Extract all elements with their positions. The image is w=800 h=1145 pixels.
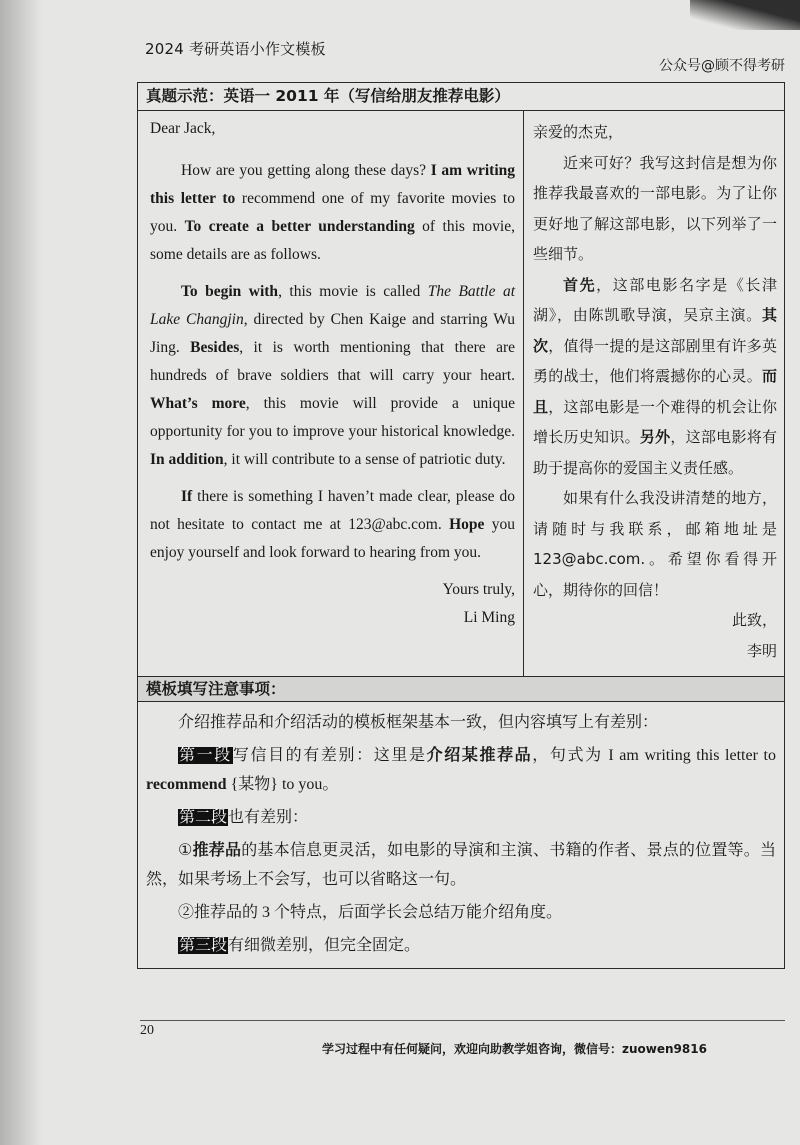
movie-title: The Battle at Lake Changjin xyxy=(150,283,516,328)
en-closing: Yours truly, xyxy=(442,581,515,598)
notes-point-1 xyxy=(146,836,776,894)
notes-paragraph-3 xyxy=(146,931,776,960)
zh-signature: 李明 xyxy=(746,641,777,660)
photo-shadow-left xyxy=(0,0,42,1145)
zh-text: ，这部电影名字是《长津湖》，由陈凯歌导演，吴京主演。 xyxy=(533,275,777,324)
notes-intro: 介绍推荐品和介绍活动的模板框架基本一致，但内容填写上有差别： xyxy=(178,714,659,731)
notes-body xyxy=(138,702,784,968)
notes-key-phrase: 介绍某推荐品 xyxy=(426,747,533,764)
zh-key-phrase: 而且 xyxy=(533,367,777,416)
footer-divider xyxy=(140,1020,785,1021)
en-text: there is something I haven’t made clear, please do not hesitate to contact me at 123@abc.com. xyxy=(150,488,515,533)
paragraph-label: 第三段 xyxy=(179,937,228,954)
header-title: 2024 考研英语小作文模板 xyxy=(145,40,326,58)
notes-text: ，句式为 I am writing this letter to xyxy=(532,747,776,764)
zh-paragraph-closing: 如果有什么我没讲清楚的地方，请随时与我联系，邮箱地址是123@abc.com.。希望你看得开心，期待你的回信！ xyxy=(533,489,777,599)
paragraph-label: 第二段 xyxy=(179,809,228,826)
en-text: of this movie, some details are as follows. xyxy=(150,218,515,263)
en-salutation: Dear Jack, xyxy=(150,120,216,137)
zh-text: ，值得一提的是这部剧里有许多英勇的战士，他们将震撼你的心灵。 xyxy=(533,336,777,385)
header-account: 公众号@顾不得考研 xyxy=(659,58,785,74)
english-letter xyxy=(138,111,524,676)
zh-paragraph-opening: 近来可好？我写这封信是想为你推荐我最喜欢的一部电影。为了让你更好地了解这部电影，以下列举了一些细节。 xyxy=(533,153,777,263)
en-key-phrase: Hope xyxy=(449,516,485,533)
en-key-phrase: If xyxy=(181,488,193,505)
template-box xyxy=(137,82,785,969)
en-text: you enjoy yourself and look forward to hearing from you. xyxy=(150,516,516,561)
notes-text: 有细微差别，但完全固定。 xyxy=(228,937,421,954)
notes-text: 的基本信息更灵活，如电影的导演和主演、书籍的作者、景点的位置等。当然，如果考场上不会写，也可以省略这一句。 xyxy=(146,842,776,888)
en-text: , it will contribute to a sense of patriotic duty. xyxy=(223,451,506,468)
notes-title: 模板填写注意事项： xyxy=(138,676,784,702)
en-text: How are you getting along these days? xyxy=(181,162,431,179)
en-key-phrase: To begin with xyxy=(181,283,279,300)
chinese-translation xyxy=(524,111,784,676)
en-text: , this movie is called xyxy=(278,283,428,300)
en-text: , this movie will provide a unique opportunity for you to improve your historical knowledge. xyxy=(150,395,515,440)
en-text: , directed by Chen Kaige and starring Wu Jing. xyxy=(150,311,515,356)
notes-text: 写信目的有差别：这里是 xyxy=(232,747,427,764)
zh-paragraph-body xyxy=(533,270,777,484)
zh-closing: 此致， xyxy=(731,611,777,629)
section-title: 真题示范：英语一 2011 年（写信给朋友推荐电影） xyxy=(138,83,784,111)
zh-key-phrase: 另外 xyxy=(639,428,671,446)
letter-columns xyxy=(138,111,784,676)
en-text: recommend one of my favorite movies to you. xyxy=(150,190,515,235)
en-key-phrase: To create a better understanding xyxy=(184,218,415,235)
notes-text: {某物} to you。 xyxy=(226,776,339,793)
notes-key-phrase: recommend xyxy=(146,776,227,793)
en-key-phrase: What’s more xyxy=(150,395,246,412)
zh-key-phrase: 其次 xyxy=(533,306,777,355)
en-paragraph-closing xyxy=(150,483,515,567)
notes-paragraph-2 xyxy=(146,803,776,832)
page-number: 20 xyxy=(140,1023,154,1038)
photo-dark-corner xyxy=(690,0,800,30)
zh-key-phrase: 首先 xyxy=(563,275,597,294)
paragraph-label: 第一段 xyxy=(179,747,232,764)
notes-paragraph-1 xyxy=(146,741,776,799)
zh-salutation: 亲爱的杰克， xyxy=(533,123,624,141)
zh-text: ，这部电影将有助于提高你的爱国主义责任感。 xyxy=(533,428,777,477)
en-text: , it is worth mentioning that there are hundreds of brave soldiers that will carry your heart. xyxy=(150,339,516,384)
en-signature: Li Ming xyxy=(463,609,515,626)
notes-text: 也有差别： xyxy=(228,809,309,826)
zh-text: ，这部电影是一个难得的机会让你增长历史知识。 xyxy=(533,397,777,446)
notes-key-phrase: 推荐品 xyxy=(192,842,242,859)
en-key-phrase: Besides xyxy=(190,339,240,356)
footer-note: 学习过程中有任何疑问，欢迎向助教学姐咨询，微信号：zuowen9816 xyxy=(322,1042,707,1056)
en-key-phrase: I am writing this letter to xyxy=(150,162,515,207)
en-paragraph-body xyxy=(150,278,515,474)
en-paragraph-opening xyxy=(150,157,515,269)
notes-text: ① xyxy=(178,842,193,859)
en-key-phrase: In addition xyxy=(150,451,224,468)
notes-point-2: ②推荐品的 3 个特点，后面学长会总结万能介绍角度。 xyxy=(178,904,563,921)
